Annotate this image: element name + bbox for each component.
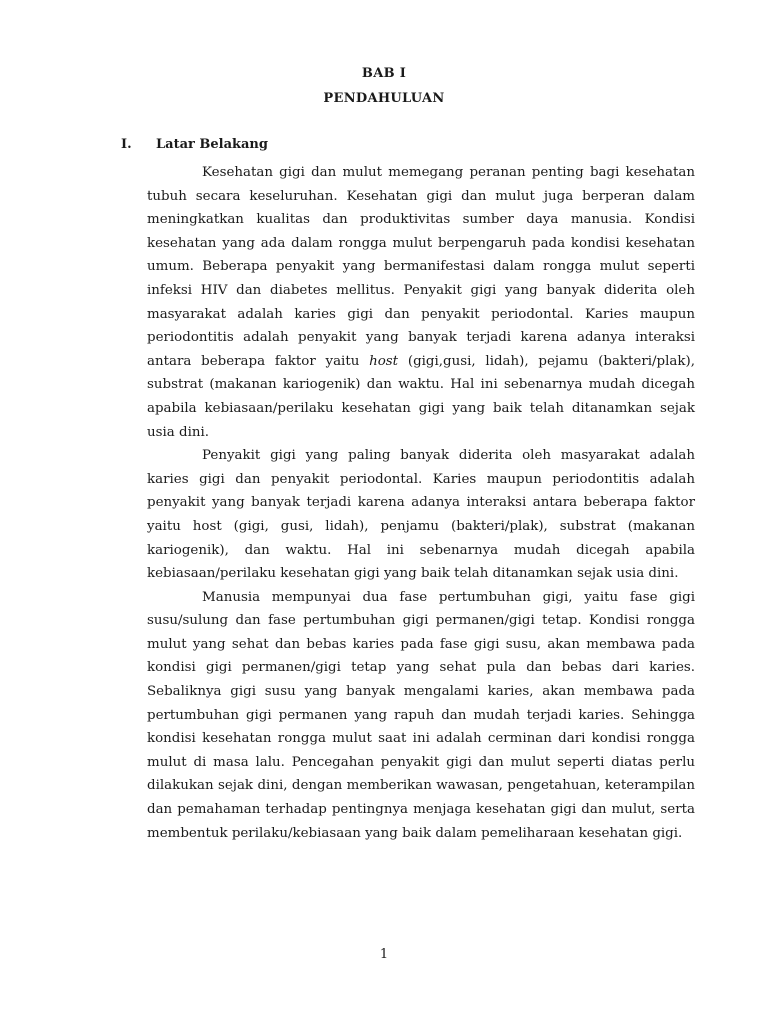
section-number: I. bbox=[121, 137, 132, 152]
paragraph-1 bbox=[147, 161, 695, 444]
paragraph-2: Penyakit gigi yang paling banyak diderita oleh masyarakat adalah karies gigi dan penyakit periodontal. Karies maupun periodontitis adalah penyakit yang banyak terjadi karena adanya interaksi antara beberapa faktor yaitu host (gigi, gusi, lidah), penjamu (bakteri/plak), substrat (makanan kariogenik), dan waktu. Hal ini sebenarnya mudah dicegah apabila kebiasaan/perilaku kesehatan gigi yang baik telah ditanamkan sejak usia dini. bbox=[147, 448, 695, 582]
paragraph-1-text-continued: (gigi,gusi, lidah), pejamu (bakteri/plak), substrat (makanan kariogenik) dan waktu. Hal ini sebenarnya mudah dicegah apabila kebiasaan/perilaku kesehatan gigi yang baik telah ditanamkan sejak usia dini. bbox=[147, 353, 695, 440]
section-title: Latar Belakang bbox=[156, 137, 268, 152]
paragraph-3: Manusia mempunyai dua fase pertumbuhan gigi, yaitu fase gigi susu/sulung dan fase pertumbuhan gigi permanen/gigi tetap. Kondisi rongga mulut yang sehat dan bebas karies pada fase gigi susu, akan membawa pada kondisi gigi permanen/gigi tetap yang sehat pula dan bebas dari karies. Sebaliknya gigi susu yang banyak mengalami karies, akan membawa pada pertumbuhan gigi permanen yang rapuh dan mudah terjadi karies. Sehingga kondisi kesehatan rongga mulut saat ini adalah cerminan dari kondisi rongga mulut di masa lalu. Pencegahan penyakit gigi dan mulut seperti diatas perlu dilakukan sejak dini, dengan memberikan wawasan, pengetahuan, keterampilan dan pemahaman terhadap pentingnya menjaga kesehatan gigi dan mulut, serta membentuk perilaku/kebiasaan yang baik dalam pemeliharaan kesehatan gigi. bbox=[147, 589, 695, 841]
chapter-number: BAB I bbox=[361, 66, 407, 81]
body-text bbox=[147, 161, 695, 845]
section-heading bbox=[121, 137, 268, 152]
chapter-title: PENDAHULUAN bbox=[323, 91, 445, 106]
paragraph-1-italic-term: host bbox=[369, 353, 399, 369]
page-number: 1 bbox=[379, 947, 389, 962]
paragraph-1-text: Kesehatan gigi dan mulut memegang peranan penting bagi kesehatan tubuh secara keseluruhan. Kesehatan gigi dan mulut juga berperan dalam meningkatkan kualitas dan produktivitas sumber daya manusia. Kondisi kesehatan yang ada dalam rongga mulut berpengaruh pada kondisi kesehatan umum. Beberapa penyakit yang bermanifestasi dalam rongga mulut seperti infeksi HIV dan diabetes mellitus. Penyakit gigi yang banyak diderita oleh masyarakat adalah karies gigi dan penyakit periodontal. Karies maupun periodontitis adalah penyakit yang banyak terjadi karena adanya interaksi antara beberapa faktor yaitu bbox=[147, 165, 695, 369]
